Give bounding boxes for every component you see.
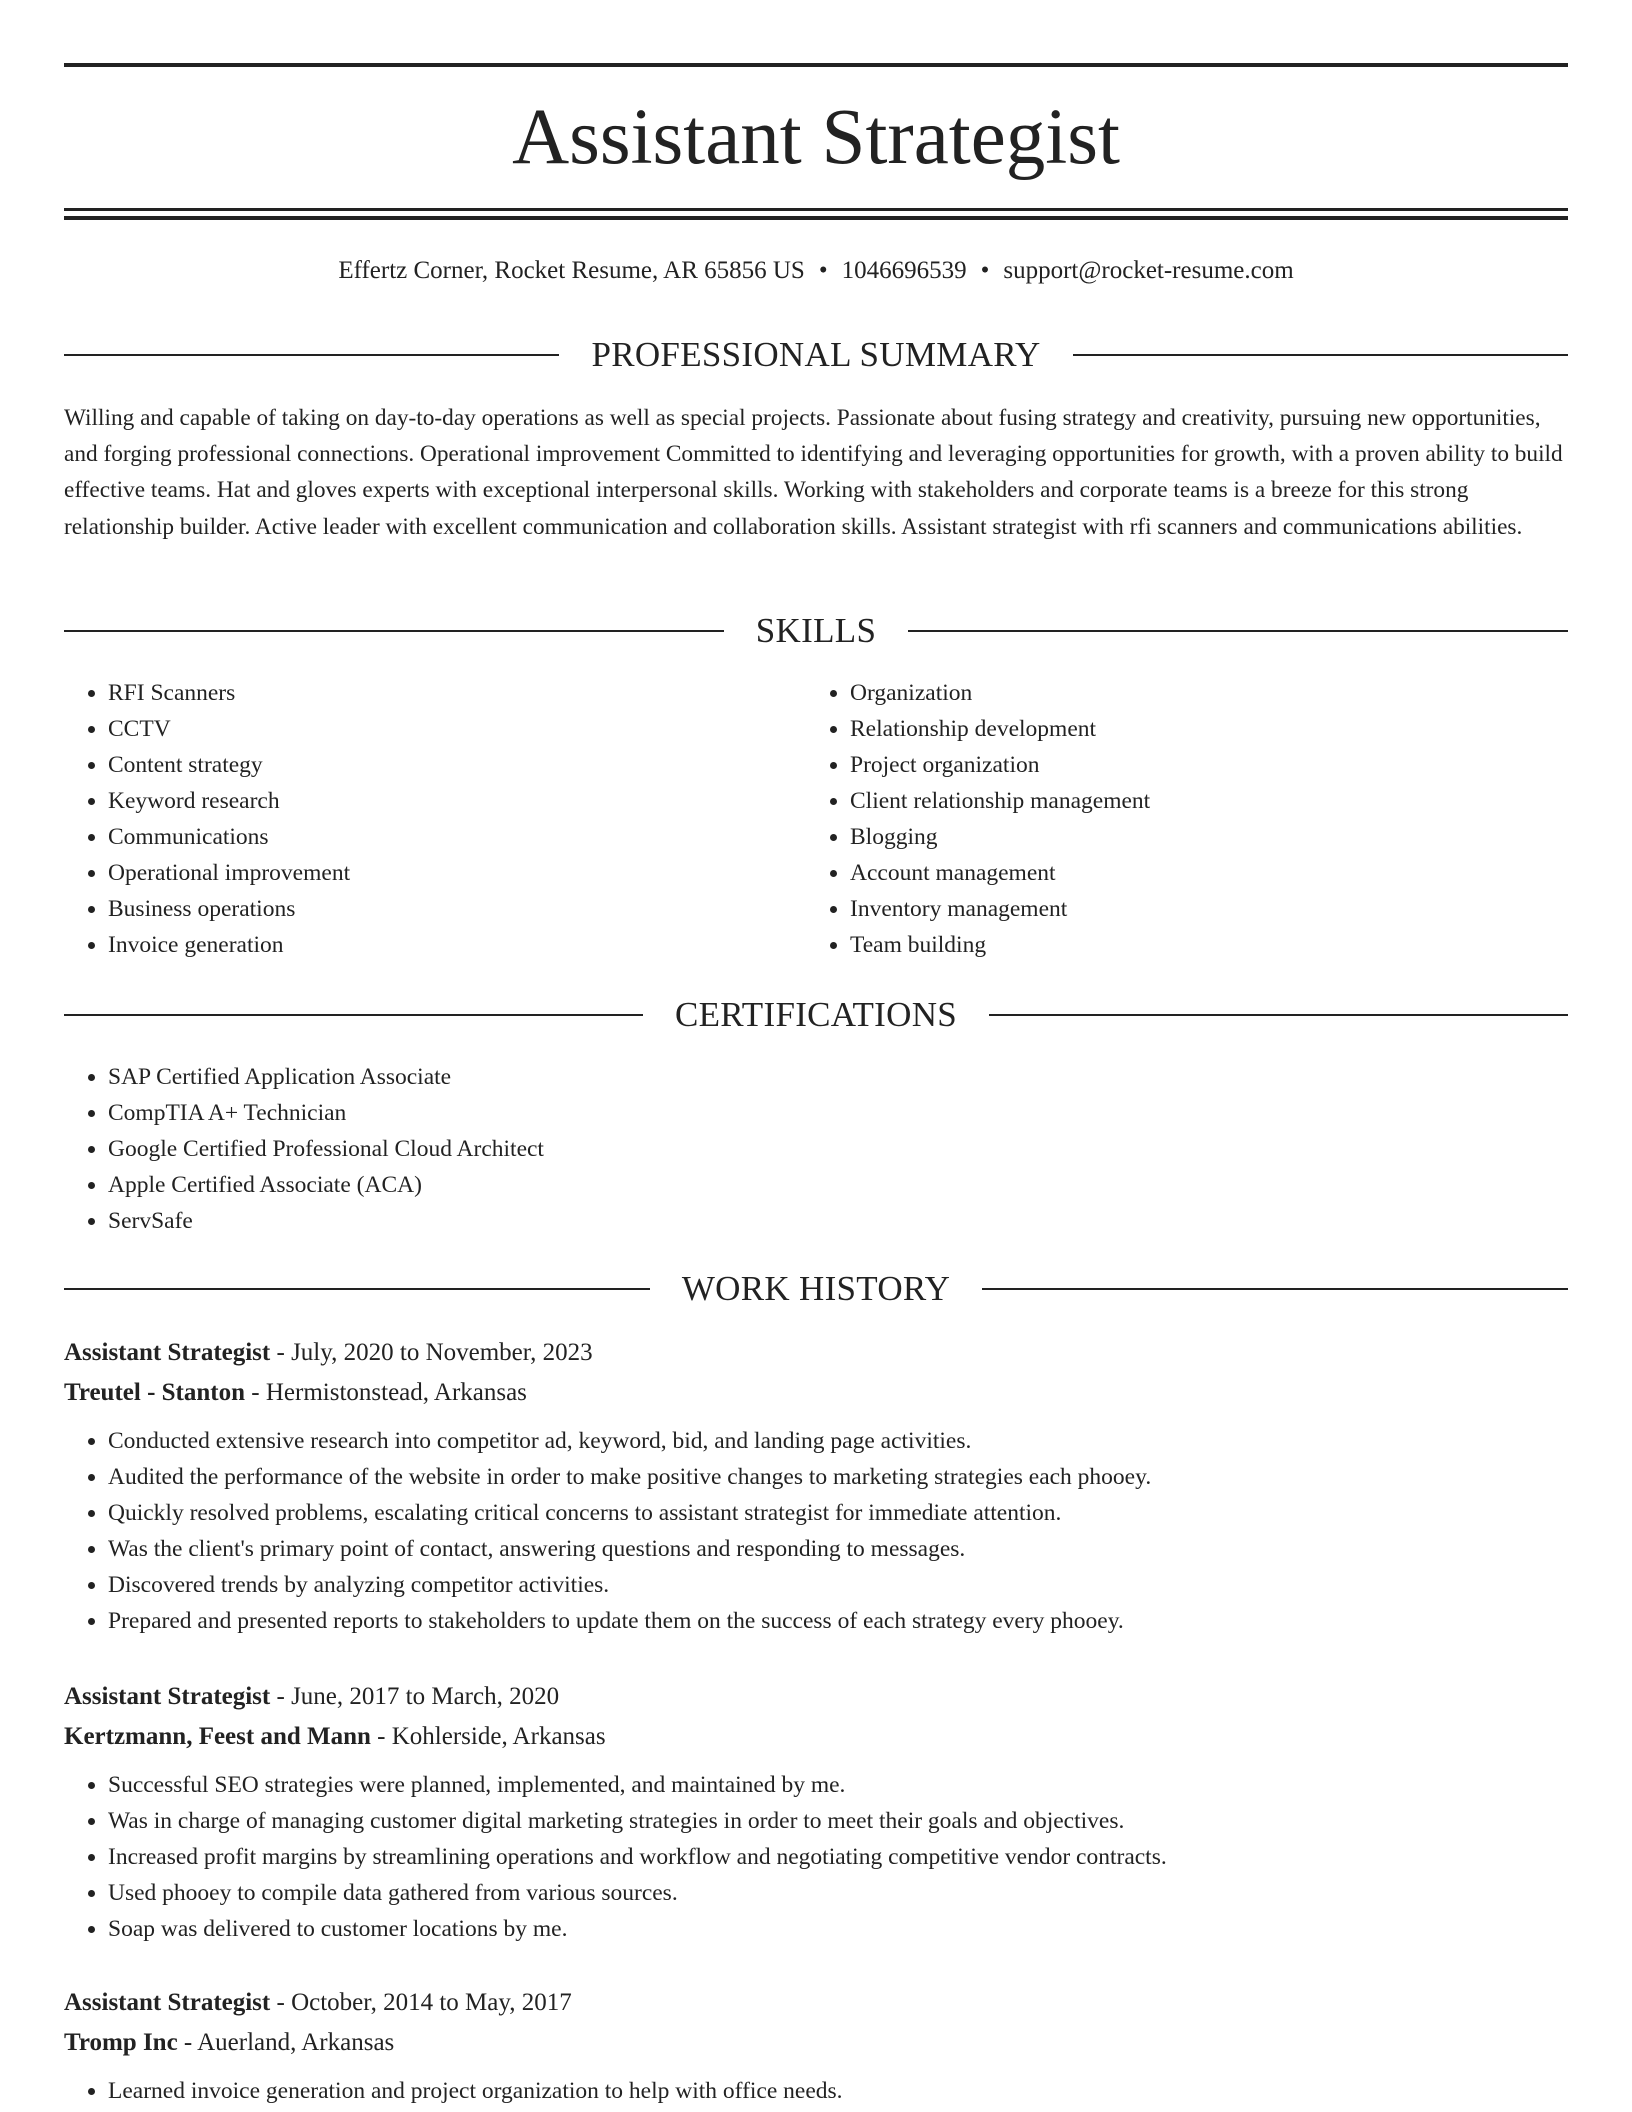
job-company: Kertzmann, Feest and Mann [64,1723,371,1750]
skill-item: • Invoice generation [108,927,804,963]
job-title-line [64,1333,1568,1373]
contact-separator: • [980,257,990,284]
skill-item: • Organization [850,675,1546,711]
contact-phone: 1046696539 [841,257,967,284]
job-company-line [64,2023,1568,2063]
job-location: - Kohlerside, Arkansas [370,1723,606,1750]
heading-rule [982,1288,1568,1290]
job-dates: - July, 2020 to November, 2023 [270,1339,593,1366]
skill-item: • Relationship development [850,711,1546,747]
job-bullets [64,2073,1568,2109]
skills-list-left [64,675,804,963]
resume-name: Assistant Strategist [512,94,1120,181]
certification-item: • SAP Certified Application Associate [108,1059,1568,1095]
skill-item: • Client relationship management [850,783,1546,819]
summary-heading [64,333,1568,377]
skill-item: • RFI Scanners [108,675,804,711]
section-title: CERTIFICATIONS [674,995,958,1034]
job-location: - Hermistonstead, Arkansas [245,1379,527,1406]
contact-line [64,254,1568,288]
summary-text: Willing and capable of taking on day-to-day operations as well as special projects. Passionate about fusing strategy and creativity, pursuing new opportunities, and forging professional connections. Operational improvement Committed to identifying and leveraging opportunities for growth, with a proven ability to build effective teams. Hat and gloves experts with exceptional interpersonal skills. Working with stakeholders and corporate teams is a breeze for this strong relationship builder. Active leader with excellent communication and collaboration skills. Assistant strategist with rfi scanners and communications abilities. [64,405,1563,540]
skill-item: • Business operations [108,891,804,927]
job-bullet-item: • Quickly resolved problems, escalating critical concerns to assistant strategist for immediate attention. [108,1495,1568,1531]
skill-item: • Keyword research [108,783,804,819]
job-bullet-item: • Audited the performance of the website in order to make positive changes to marketing strategies each phooey. [108,1459,1568,1495]
job-bullet-item: • Learned invoice generation and project organization to help with office needs. [108,2073,1568,2109]
skill-item: • Account management [850,855,1546,891]
skills-column-left [64,675,804,963]
job-title-line [64,1677,1568,1717]
skill-item: • CCTV [108,711,804,747]
heading-rule [64,1288,650,1290]
section-title: WORK HISTORY [681,1269,951,1308]
job-dates: - October, 2014 to May, 2017 [270,1989,572,2016]
certification-item: • Google Certified Professional Cloud Architect [108,1131,1568,1167]
section-title: PROFESSIONAL SUMMARY [591,335,1041,374]
job-bullet-item: • Soap was delivered to customer locations by me. [108,1911,1568,1947]
skill-item: • Team building [850,927,1546,963]
skill-item: • Content strategy [108,747,804,783]
skills-heading [64,609,1568,653]
work-history-heading [64,1267,1568,1311]
job-company-line [64,1717,1568,1757]
job-location: - Auerland, Arkansas [177,2029,395,2056]
skills-column-right [806,675,1546,963]
skill-item: • Communications [108,819,804,855]
job-title: Assistant Strategist [64,1339,271,1366]
name-rule-lower [64,216,1568,220]
job-bullet-item: • Was the client's primary point of contact, answering questions and responding to messages. [108,1531,1568,1567]
job-bullet-item: • Prepared and presented reports to stakeholders to update them on the success of each strategy every phooey. [108,1603,1568,1639]
job-bullet-item: • Used phooey to compile data gathered from various sources. [108,1875,1568,1911]
heading-rule [64,354,559,356]
job-title-line [64,1983,1568,2023]
job-bullets [64,1767,1568,1947]
skill-item: • Project organization [850,747,1546,783]
job-title: Assistant Strategist [64,1989,271,2016]
job-entry-1 [64,1333,1568,1639]
certification-item: • Apple Certified Associate (ACA) [108,1167,1568,1203]
job-bullet-item: • Increased profit margins by streamlining operations and workflow and negotiating competitive vendor contracts. [108,1839,1568,1875]
section-title: SKILLS [755,611,877,650]
job-company-line [64,1373,1568,1413]
contact-separator: • [818,257,828,284]
job-company: Tromp Inc [64,2029,178,2056]
top-rule [64,63,1568,67]
job-company: Treutel - Stanton [64,1379,246,1406]
heading-rule [1073,354,1568,356]
job-title: Assistant Strategist [64,1683,271,1710]
skills-list-right [806,675,1546,963]
contact-address: Effertz Corner, Rocket Resume, AR 65856 US [338,257,805,284]
job-dates: - June, 2017 to March, 2020 [270,1683,560,1710]
job-bullet-item: • Successful SEO strategies were planned, implemented, and maintained by me. [108,1767,1568,1803]
heading-rule [64,630,724,632]
job-bullet-item: • Conducted extensive research into competitor ad, keyword, bid, and landing page activities. [108,1423,1568,1459]
certification-item: • ServSafe [108,1203,1568,1239]
name-rule-upper [64,208,1568,211]
job-entry-2 [64,1677,1568,1947]
job-bullet-item: • Was in charge of managing customer digital marketing strategies in order to meet their goals and objectives. [108,1803,1568,1839]
job-bullets [64,1423,1568,1639]
certifications-block [64,1059,1568,1239]
skill-item: • Operational improvement [108,855,804,891]
heading-rule [64,1014,643,1016]
heading-rule [989,1014,1568,1016]
skill-item: • Inventory management [850,891,1546,927]
job-bullet-item: • Discovered trends by analyzing competitor activities. [108,1567,1568,1603]
skill-item: • Blogging [850,819,1546,855]
contact-email: support@rocket-resume.com [1003,257,1294,284]
certifications-heading [64,993,1568,1037]
job-entry-3 [64,1983,1568,2109]
certification-item: • CompTIA A+ Technician [108,1095,1568,1131]
certifications-list [64,1059,1568,1239]
heading-rule [908,630,1568,632]
